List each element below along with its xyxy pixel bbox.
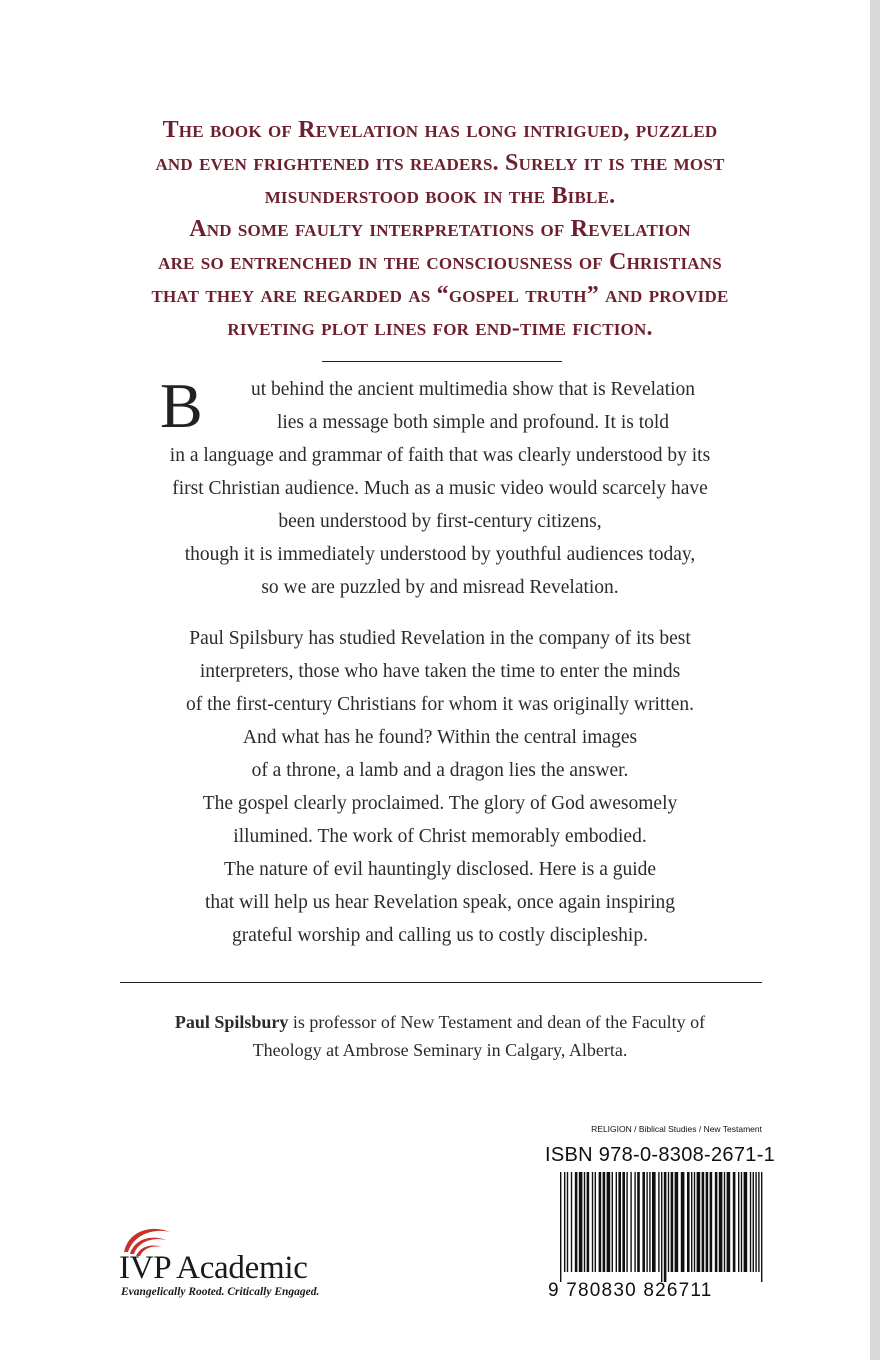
intro-line: misunderstood book in the Bible. <box>264 183 616 209</box>
paragraph-line: The nature of evil hauntingly disclosed. Here is a guide <box>223 859 657 880</box>
paragraph-line: so we are puzzled by and misread Revelation. <box>261 577 619 598</box>
barcode-bar <box>668 1172 669 1272</box>
barcode-bar <box>755 1172 756 1272</box>
category-label: RELIGION / Biblical Studies / New Testament <box>591 1124 762 1134</box>
author-name: Paul Spilsbury <box>174 1012 289 1032</box>
barcode-bar <box>706 1172 709 1272</box>
barcode-bar <box>595 1172 596 1272</box>
barcode-bar <box>753 1172 754 1272</box>
barcode-bar <box>618 1172 621 1272</box>
bio-line-1 <box>60 1008 820 1036</box>
barcode-bar <box>649 1172 650 1272</box>
intro-line: And some faulty interpretations of Revelation <box>189 216 691 242</box>
paragraph-line: grateful worship and calling us to costly discipleship. <box>232 925 648 946</box>
barcode-bar <box>607 1172 611 1272</box>
barcode-bar <box>560 1172 561 1282</box>
paragraph-line: The gospel clearly proclaimed. The glory of God awesomely <box>202 793 678 814</box>
barcode-bar <box>575 1172 578 1272</box>
barcode-bar <box>761 1172 762 1282</box>
divider-long <box>120 982 762 983</box>
barcode-bar <box>681 1172 685 1272</box>
paragraph-line: of a throne, a lamb and a dragon lies the answer. <box>251 760 629 781</box>
intro-blurb <box>60 114 820 345</box>
barcode-bar <box>567 1172 568 1272</box>
barcode-bar <box>584 1172 585 1272</box>
barcode-bar <box>603 1172 606 1272</box>
bio-text: is professor of New Testament and dean of the Faculty of <box>288 1012 706 1032</box>
barcode-bar <box>697 1172 701 1272</box>
barcode-bar <box>750 1172 751 1272</box>
description-paragraph-2 <box>60 622 820 952</box>
author-bio <box>60 1008 820 1064</box>
barcode-bar <box>642 1172 645 1272</box>
intro-line: and even frightened its readers. Surely it is the most <box>155 150 725 176</box>
paragraph-line: ut behind the ancient multimedia show that is Revelation <box>250 379 696 400</box>
barcode-bar <box>612 1172 613 1272</box>
paragraph-line: of the first-century Christians for whom it was originally written. <box>186 694 694 715</box>
barcode-bar <box>733 1172 736 1272</box>
paragraph-line: first Christian audience. Much as a music video would scarcely have <box>172 478 708 499</box>
barcode-bar <box>671 1172 674 1272</box>
barcode-bar <box>675 1172 679 1272</box>
barcode-bar <box>637 1172 640 1272</box>
barcode-bar <box>702 1172 705 1272</box>
barcode-bar <box>564 1172 565 1272</box>
page-edge-shadow <box>870 0 880 1360</box>
paragraph-line: lies a message both simple and profound. It is told <box>276 412 670 433</box>
barcode-bar <box>587 1172 590 1272</box>
paragraph-line: Paul Spilsbury has studied Revelation in the company of its best <box>189 628 691 649</box>
barcode-bar <box>724 1172 725 1272</box>
barcode-bar <box>741 1172 742 1272</box>
barcode-bar <box>687 1172 690 1272</box>
bio-line-2: Theology at Ambrose Seminary in Calgary, Alberta. <box>252 1040 628 1060</box>
intro-line: are so entrenched in the consciousness of Christians <box>158 249 722 275</box>
paragraph-line: in a language and grammar of faith that was clearly understood by its <box>169 445 711 466</box>
barcode-bar <box>599 1172 602 1272</box>
barcode-bar <box>694 1172 695 1272</box>
publisher-name: IVP Academic <box>119 1250 308 1286</box>
barcode-bar <box>571 1172 572 1272</box>
barcode-bar <box>616 1172 617 1272</box>
barcode-bar <box>758 1172 759 1272</box>
barcode-bar <box>738 1172 739 1272</box>
barcode-bar <box>592 1172 593 1272</box>
barcode-bar <box>664 1172 667 1282</box>
barcode-bar <box>691 1172 692 1272</box>
barcode-bar <box>715 1172 718 1272</box>
barcode-bar <box>744 1172 748 1272</box>
barcode-bar <box>646 1172 647 1272</box>
paragraph-line: interpreters, those who have taken the time to enter the minds <box>199 661 681 682</box>
drop-cap: B <box>160 370 203 441</box>
paragraph-line: been understood by first-century citizens, <box>278 511 602 532</box>
divider-short <box>322 361 562 362</box>
barcode-bar <box>622 1172 625 1272</box>
isbn-label: ISBN 978-0-8308-2671-1 <box>545 1144 776 1166</box>
barcode-bar <box>661 1172 662 1282</box>
barcode-bar <box>719 1172 723 1272</box>
paragraph-line: that will help us hear Revelation speak, once again inspiring <box>204 892 676 913</box>
paragraph-line: though it is immediately understood by youthful audiences today, <box>184 544 696 565</box>
barcode-bar <box>658 1172 659 1272</box>
barcode-digits: 9 780830 826711 <box>548 1280 713 1301</box>
barcode-bar <box>652 1172 656 1272</box>
publisher-tagline: Evangelically Rooted. Critically Engaged. <box>121 1286 320 1298</box>
description-paragraph-1 <box>60 370 820 604</box>
intro-line: The book of Revelation has long intrigued, puzzled <box>162 117 718 143</box>
barcode-bar <box>579 1172 583 1272</box>
barcode-bar <box>710 1172 713 1272</box>
intro-line: riveting plot lines for end-time fiction. <box>227 315 653 341</box>
barcode-bar <box>634 1172 635 1272</box>
paragraph-line: illumined. The work of Christ memorably embodied. <box>233 826 647 847</box>
paragraph-line: And what has he found? Within the central images <box>242 727 638 748</box>
barcode-bar <box>630 1172 631 1272</box>
barcode-bar <box>626 1172 627 1272</box>
barcode-image <box>560 1172 766 1282</box>
intro-line: that they are regarded as “gospel truth” and provide <box>151 282 729 308</box>
barcode-bar <box>727 1172 731 1272</box>
